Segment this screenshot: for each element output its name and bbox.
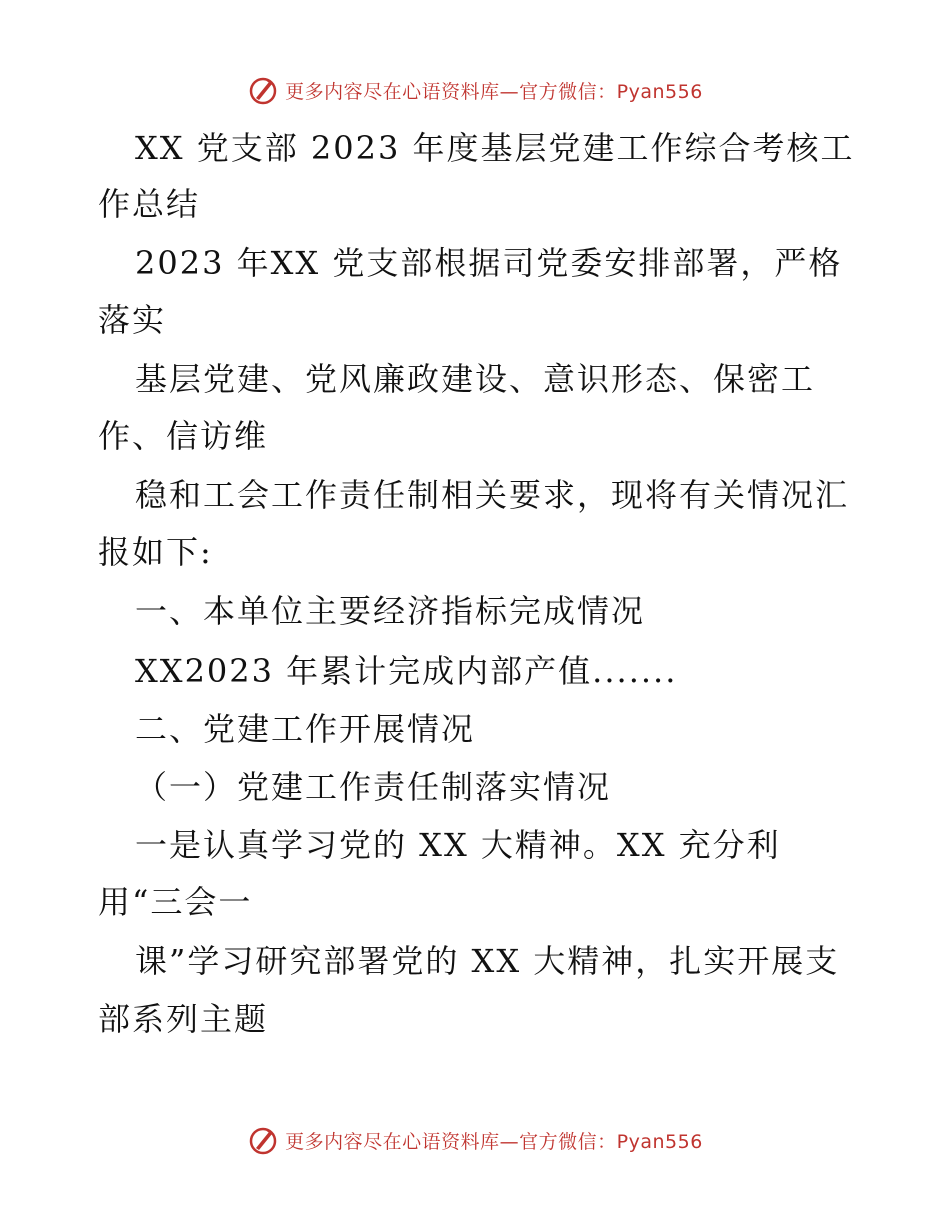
header-banner <box>0 70 950 110</box>
paragraph-line: 部系列主题 <box>98 1000 269 1038</box>
doc-title-line-1: XX 党支部 2023 年度基层党建工作综合考核工 <box>135 129 855 167</box>
footer-banner <box>0 1120 950 1160</box>
doc-title-line-2: 作总结 <box>98 185 201 223</box>
paragraph-line: 2023 年XX 党支部根据司党委安排部署，严格 <box>135 244 843 282</box>
paragraph-line: 一是认真学习党的 XX 大精神。XX 充分利 <box>135 826 781 864</box>
paragraph-line: 课”学习研究部署党的 XX 大精神，扎实开展支 <box>135 942 840 980</box>
paragraph-line: 用“三会一 <box>98 883 253 921</box>
subsection-heading: （一）党建工作责任制落实情况 <box>135 768 612 806</box>
section-heading: 二、党建工作开展情况 <box>135 710 476 748</box>
banner-text: 更多内容尽在心语资料库—官方微信：Pyan556 <box>285 80 703 103</box>
paragraph-line: 稳和工会工作责任制相关要求，现将有关情况汇 <box>135 476 850 514</box>
pen-circle-logo-icon <box>247 74 279 106</box>
section-heading: 一、本单位主要经济指标完成情况 <box>135 592 646 630</box>
banner-text: 更多内容尽在心语资料库—官方微信：Pyan556 <box>285 1130 703 1153</box>
paragraph-line: 落实 <box>98 301 167 339</box>
paragraph-line: XX2023 年累计完成内部产值....... <box>135 652 678 690</box>
paragraph-line: 作、信访维 <box>98 417 269 455</box>
paragraph-line: 基层党建、党风廉政建设、意识形态、保密工 <box>135 360 816 398</box>
pen-circle-logo-icon <box>247 1124 279 1156</box>
paragraph-line: 报如下: <box>98 533 213 571</box>
